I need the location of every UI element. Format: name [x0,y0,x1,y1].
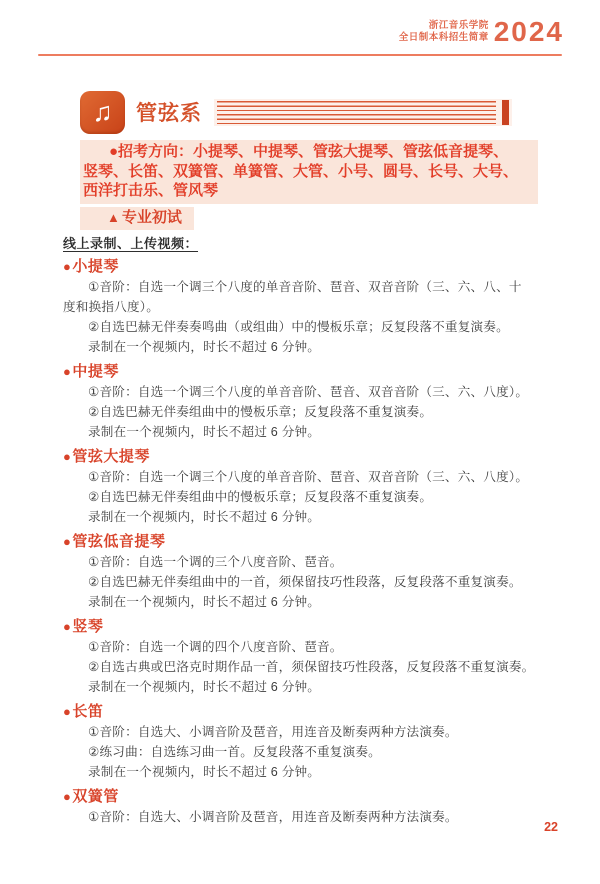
requirement-line: ①音阶：自选一个调三个八度的单音音阶、琶音、双音音阶（三、六、八度）。 [88,385,529,399]
requirement-line: ①音阶：自选一个调三个八度的单音音阶、琶音、双音音阶（三、六、八度）。 [88,470,529,484]
masthead [399,18,564,46]
requirement-line: ②自选巴赫无伴奏组曲中的一首，须保留技巧性段落，反复段落不重复演奏。 [88,575,522,589]
bullet-icon: ● [63,449,72,464]
requirement-line: 录制在一个视频内，时长不超过 6 分钟。 [88,425,321,439]
requirement-line: ②自选古典或巴洛克时期作品一首，须保留技巧性段落，反复段落不重复演奏。 [88,660,535,674]
requirement-line: 录制在一个视频内，时长不超过 6 分钟。 [88,595,321,609]
requirement-line: 录制在一个视频内，时长不超过 6 分钟。 [88,680,321,694]
requirement-line: ①音阶：自选一个调的三个八度音阶、琶音。 [88,555,343,569]
music-note-glyph: ♫ [92,96,113,127]
section-violin [63,257,541,357]
masthead-school-block [399,20,489,44]
section-flute [63,702,541,782]
bullet-icon: ● [63,789,72,804]
section-double-bass [63,532,541,612]
exam-stage-band [80,207,194,230]
section-title [63,617,541,637]
department-header [80,90,512,134]
section-title-label: 小提琴 [72,258,119,275]
requirement-line: 录制在一个视频内，时长不超过 6 分钟。 [88,340,321,354]
directions-line: ●招考方向：小提琴、中提琴、管弦大提琴、管弦低音提琴、 [109,143,509,160]
directions-line: 竖琴、长笛、双簧管、单簧管、大管、小号、圆号、长号、大号、 [83,162,519,180]
masthead-year: 2024 [493,16,564,47]
requirement-line: ①音阶：自选一个调的四个八度音阶、琶音。 [88,640,343,654]
requirement-line: ②自选巴赫无伴奏组曲中的慢板乐章；反复段落不重复演奏。 [88,405,433,419]
masthead-subtitle: 全日制本科招生简章 [398,32,489,43]
department-title: 管弦系 [136,102,202,125]
requirement-line: ②自选巴赫无伴奏组曲中的慢板乐章；反复段落不重复演奏。 [88,490,433,504]
admission-directions-box [80,140,538,204]
section-oboe [63,787,541,827]
staff-lines-decoration [214,99,512,126]
section-title [63,787,541,807]
music-note-icon [80,91,125,134]
section-viola [63,362,541,442]
page-number: 22 [544,820,558,834]
staff-end-barline [502,100,509,125]
requirement-line: 录制在一个视频内，时长不超过 6 分钟。 [88,510,321,524]
masthead-divider [38,54,562,56]
requirement-line: ②练习曲：自选练习曲一首。反复段落不重复演奏。 [88,745,381,759]
section-title [63,362,541,382]
requirement-line: 录制在一个视频内，时长不超过 6 分钟。 [88,765,321,779]
section-title [63,257,541,277]
exam-stage-label: 专业初试 [121,209,182,226]
bullet-icon: ● [63,619,72,634]
requirement-line: ①音阶：自选大、小调音阶及琶音，用连音及断奏两种方法演奏。 [88,810,458,824]
section-title-label: 长笛 [72,703,104,720]
masthead-school: 浙江音乐学院 [428,20,489,31]
section-title [63,532,541,552]
section-title [63,447,541,467]
section-cello [63,447,541,527]
requirement-line: 度和换指八度）。 [63,300,160,314]
requirement-line: ①音阶：自选一个调三个八度的单音音阶、琶音、双音音阶（三、六、八、十 [88,280,522,294]
bullet-icon: ● [63,259,72,274]
section-title-label: 管弦大提琴 [72,448,150,465]
triangle-icon: ▲ [107,210,120,225]
section-harp [63,617,541,697]
section-title-label: 管弦低音提琴 [72,533,166,550]
staff-lines [217,101,496,124]
bullet-icon: ● [63,534,72,549]
requirement-sections [63,252,541,827]
section-title-label: 竖琴 [72,618,104,635]
recording-mode-label: 线上录制、上传视频： [63,236,199,251]
requirement-line: ①音阶：自选大、小调音阶及琶音，用连音及断奏两种方法演奏。 [88,725,458,739]
section-title-label: 双簧管 [72,788,119,805]
requirement-line: ②自选巴赫无伴奏奏鸣曲（或组曲）中的慢板乐章；反复段落不重复演奏。 [88,320,509,334]
bullet-icon: ● [63,364,72,379]
section-title [63,702,541,722]
bullet-icon: ● [63,704,72,719]
directions-line: 西洋打击乐、管风琴 [83,182,219,199]
section-title-label: 中提琴 [72,363,119,380]
